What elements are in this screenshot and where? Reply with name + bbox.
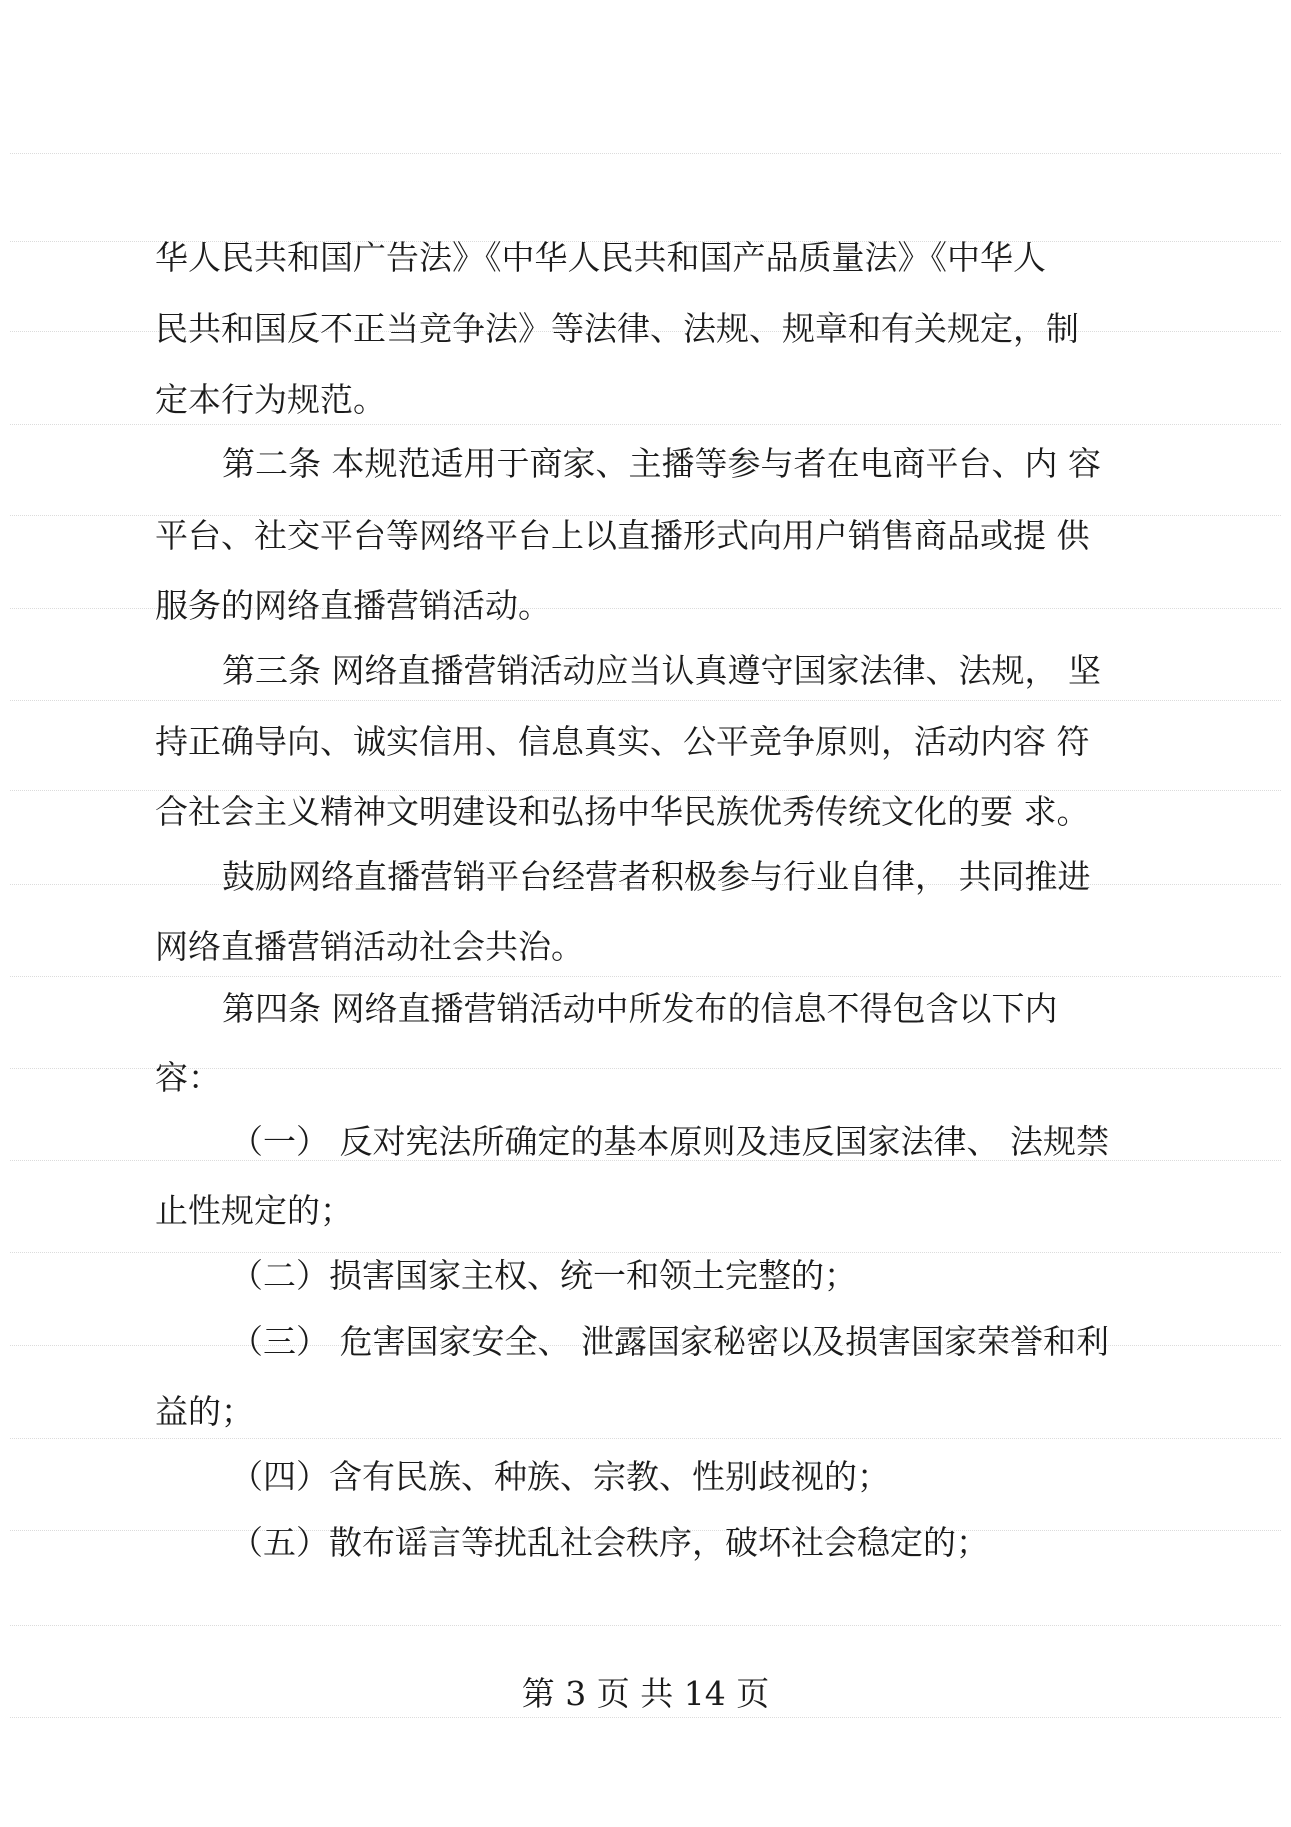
article-3-line: 第三条 网络直播营销活动应当认真遵守国家法律、法规， 坚 [222,651,1101,690]
page-number-footer: 第 3 页 共 14 页 [521,1674,770,1713]
article-3-line: 合社会主义精神文明建设和弘扬中华民族优秀传统文化的要 求。 [155,792,1090,831]
article-2-line: 平台、社交平台等网络平台上以直播形式向用户销售商品或提 供 [155,516,1090,555]
list-item-line: （四）含有民族、种族、宗教、性别歧视的； [230,1457,890,1496]
background-rule [10,1625,1281,1626]
article-4-line: 容： [155,1058,221,1097]
background-rule [10,1252,1281,1253]
background-rule [10,976,1281,977]
list-item-line: （三） 危害国家安全、 泄露国家秘密以及损害国家荣誉和利 [230,1322,1109,1361]
background-rule [10,1717,1281,1718]
article-4-line: 第四条 网络直播营销活动中所发布的信息不得包含以下内 [222,989,1058,1028]
background-rule [10,153,1281,154]
list-item-line: （五）散布谣言等扰乱社会秩序，破坏社会稳定的； [230,1523,989,1562]
list-item-line: （一） 反对宪法所确定的基本原则及违反国家法律、 法规禁 [230,1122,1109,1161]
background-rule [10,790,1281,791]
article-3-line: 持正确导向、诚实信用、信息真实、公平竞争原则，活动内容 符 [155,722,1090,761]
body-text-line: 定本行为规范。 [155,380,386,419]
paragraph-line: 鼓励网络直播营销平台经营者积极参与行业自律， 共同推进 [222,857,1091,896]
body-text-line: 华人民共和国广告法》《中华人民共和国产品质量法》《中华人 [155,238,1046,277]
background-rule [10,424,1281,425]
list-item-line: 益的； [155,1392,254,1431]
article-2-line: 第二条 本规范适用于商家、主播等参与者在电商平台、内 容 [222,444,1101,483]
list-item-line: 止性规定的； [155,1191,353,1230]
list-item-line: （二）损害国家主权、统一和领土完整的； [230,1256,857,1295]
body-text-line: 民共和国反不正当竞争法》等法律、法规、规章和有关规定，制 [155,309,1079,348]
article-2-line: 服务的网络直播营销活动。 [155,586,551,625]
background-rule [10,1438,1281,1439]
paragraph-line: 网络直播营销活动社会共治。 [155,927,584,966]
background-rule [10,700,1281,701]
